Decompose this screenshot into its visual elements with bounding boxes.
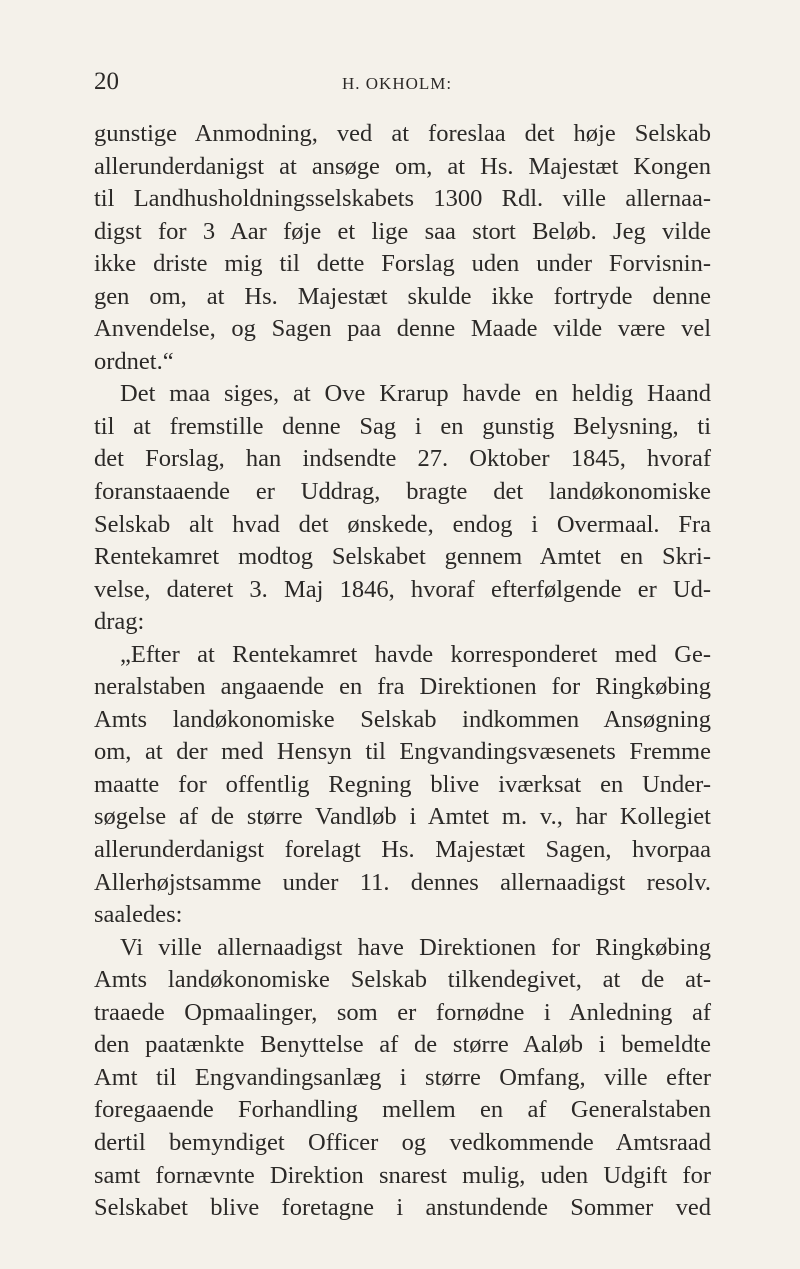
text-line: Det maa siges, at Ove Krarup havde en heldig Haand xyxy=(120,380,711,408)
body-text xyxy=(94,118,711,1225)
text-line: Vi ville allernaadigst have Direktionen for Ringkøbing xyxy=(120,933,711,961)
text-line: Anvendelse, og Sagen paa denne Maade vilde være vel xyxy=(94,315,711,343)
text-line: gen om, at Hs. Majestæt skulde ikke fortryde denne xyxy=(94,282,711,310)
text-line: drag: xyxy=(94,608,145,636)
text-line: Rentekamret modtog Selskabet gennem Amtet en Skri- xyxy=(94,543,711,571)
text-line: til at fremstille denne Sag i en gunstig Belysning, ti xyxy=(94,412,711,440)
text-line: søgelse af de større Vandløb i Amtet m. v., har Kollegiet xyxy=(94,803,711,831)
running-title: H. OKHOLM: xyxy=(342,74,453,93)
running-head xyxy=(94,66,711,98)
text-line: den paatænkte Benyttelse af de større Aaløb i bemeldte xyxy=(94,1031,711,1059)
text-line: allerunderdanigst forelagt Hs. Majestæt Sagen, hvorpaa xyxy=(94,836,711,864)
text-line: det Forslag, han indsendte 27. Oktober 1845, hvoraf xyxy=(94,445,711,473)
page-number: 20 xyxy=(94,68,119,95)
text-line: foregaaende Forhandling mellem en af Generalstaben xyxy=(94,1096,711,1124)
text-line: digst for 3 Aar føje et lige saa stort Beløb. Jeg vilde xyxy=(94,217,711,245)
text-line: om, at der med Hensyn til Engvandingsvæsenets Fremme xyxy=(94,738,711,766)
text-line: gunstige Anmodning, ved at foreslaa det høje Selskab xyxy=(94,120,711,147)
text-line: traaede Opmaalinger, som er fornødne i Anledning af xyxy=(94,998,711,1026)
text-line: dertil bemyndiget Officer og vedkommende Amtsraad xyxy=(94,1128,711,1156)
text-line: „Efter at Rentekamret havde korresponderet med Ge- xyxy=(120,640,711,668)
text-line: neralstaben angaaende en fra Direktionen for Ringkøbing xyxy=(94,673,711,701)
text-line: Amts landøkonomiske Selskab indkommen Ansøgning xyxy=(94,705,711,733)
text-line: foranstaaende er Uddrag, bragte det landøkonomiske xyxy=(94,478,711,506)
text-line: Amts landøkonomiske Selskab tilkendegivet, at de at- xyxy=(94,966,711,994)
text-line: allerunderdanigst at ansøge om, at Hs. Majestæt Kongen xyxy=(94,152,711,180)
text-line: samt fornævnte Direktion snarest mulig, uden Udgift for xyxy=(94,1161,711,1189)
text-line: saaledes: xyxy=(94,901,183,929)
text-line: ikke driste mig til dette Forslag uden under Forvisnin- xyxy=(94,250,711,278)
text-line: Selskabet blive foretagne i anstundende Sommer ved xyxy=(94,1194,711,1222)
text-line: velse, dateret 3. Maj 1846, hvoraf efterfølgende er Ud- xyxy=(94,575,711,603)
text-line: ordnet.“ xyxy=(94,347,174,375)
text-line: Amt til Engvandingsanlæg i større Omfang, ville efter xyxy=(94,1063,711,1091)
text-line: Selskab alt hvad det ønskede, endog i Overmaal. Fra xyxy=(94,510,711,538)
text-line: til Landhusholdningsselskabets 1300 Rdl. ville allernaa- xyxy=(94,185,711,213)
text-line: maatte for offentlig Regning blive iværksat en Under- xyxy=(94,770,711,798)
text-line: Allerhøjstsamme under 11. dennes allernaadigst resolv. xyxy=(94,868,711,896)
